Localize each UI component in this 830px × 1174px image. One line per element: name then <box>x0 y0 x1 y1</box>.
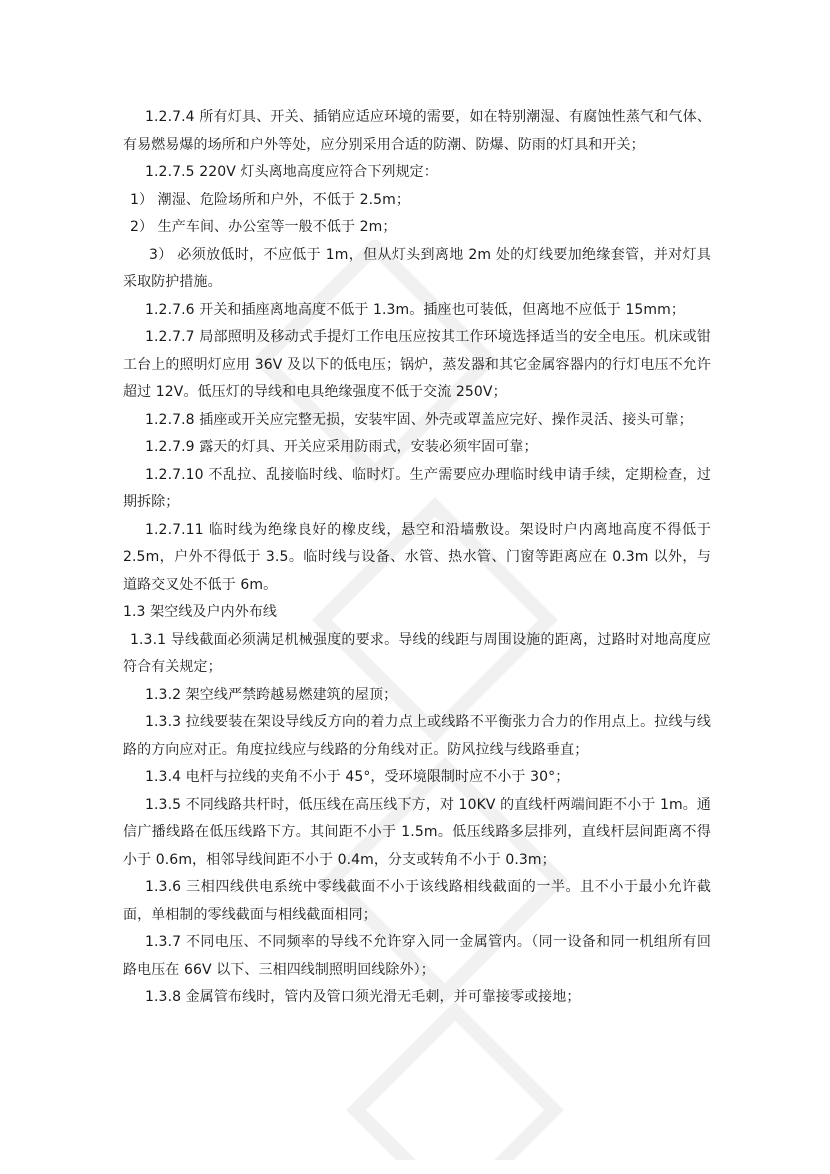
paragraph-1-2-7-9: 1.2.7.9 露天的灯具、开关应采用防雨式，安装必须牢固可靠； <box>145 439 538 455</box>
paragraph-1-3-5: 1.3.5 不同线路共杆时，低压线在高压线下方，对 10KV 的直线杆两端间距不小于 1m。通信广播线路在低压线路下方。其间距不小于 1.5m。低压线路多层排列，直线杆层间距离不得小于 0.6m，相邻导线间距不小于 0.4m，分支或转角不小于 0.3m； <box>123 796 711 868</box>
paragraph-1-3-2: 1.3.2 架空线严禁跨越易燃建筑的屋顶； <box>145 686 398 703</box>
paragraph-1-2-7-11: 1.2.7.11 临时线为绝缘良好的橡皮线，悬空和沿墙敷设。架设时户内离地高度不得低于 2.5m，户外不得低于 3.5。临时线与设备、水管、热水管、门窗等距离应在 0.3m 以外，与道路交叉处不低于 6m。 <box>123 521 711 593</box>
paragraph-1-2-7-5: 1.2.7.5 220V 灯头离地高度应符合下列规定： <box>145 164 438 180</box>
document-body <box>123 104 711 1012</box>
paragraph-1-2-7-8: 1.2.7.8 插座或开关应完整无损，安装牢固、外壳或罩盖应完好、操作灵活、接头可靠； <box>145 411 693 428</box>
paragraph-1-3-7: 1.3.7 不同电压、不同频率的导线不允许穿入同一金属管内。（同一设备和同一机组所有回路电压在 66V 以下、三相四线制照明回线除外）； <box>123 934 711 978</box>
paragraph-1-2-7-10: 1.2.7.10 不乱拉、乱接临时线、临时灯。生产需要应办理临时线申请手续，定期检查，过期拆除； <box>123 466 711 510</box>
paragraph-1-3-3: 1.3.3 拉线要装在架设导线反方向的着力点上或线路不平衡张力合力的作用点上。拉线与线路的方向应对正。角度拉线应与线路的分角线对正。防风拉线与线路垂直； <box>123 714 711 758</box>
list-item-3: 3） 必须放低时，不应低于 1m，但从灯头到离地 2m 处的灯线要加绝缘套管，并对灯具采取防护措施。 <box>123 246 711 290</box>
paragraph-1-2-7-7: 1.2.7.7 局部照明及移动式手提灯工作电压应按其工作环境选择适当的安全电压。机床或钳工台上的照明灯应用 36V 及以下的低电压；锅炉，蒸发器和其它金属容器内的行灯电压不允许超过 12V。低压灯的导线和电具绝缘强度不低于交流 250V； <box>123 329 711 400</box>
section-heading-1-3: 1.3 架空线及户内外布线 <box>123 604 278 620</box>
list-item-2: 2） 生产车间、办公室等一般不低于 2m； <box>130 219 397 235</box>
paragraph-1-3-1: 1.3.1 导线截面必须满足机械强度的要求。导线的线距与周围设施的距离，过路时对地高度应符合有关规定； <box>123 631 711 675</box>
paragraph-1-2-7-4: 1.2.7.4 所有灯具、开关、插销应适应环境的需要，如在特别潮湿、有腐蚀性蒸气和气体、有易燃易爆的场所和户外等处，应分别采用合适的防潮、防爆、防雨的灯具和开关； <box>123 109 711 153</box>
list-item-1: 1） 潮湿、危险场所和户外，不低于 2.5m； <box>130 191 411 208</box>
paragraph-1-3-4: 1.3.4 电杆与拉线的夹角不小于 45°，受环境限制时应不小于 30°； <box>145 769 570 785</box>
paragraph-1-3-8: 1.3.8 金属管布线时，管内及管口须光滑无毛刺，并可靠接零或接地； <box>145 989 581 1005</box>
paragraph-1-3-6: 1.3.6 三相四线供电系统中零线截面不小于该线路相线截面的一半。且不小于最小允许截面，单相制的零线截面与相线截面相同； <box>123 879 711 923</box>
paragraph-1-2-7-6: 1.2.7.6 开关和插座离地高度不低于 1.3m。插座也可装低，但离地不应低于 15mm； <box>145 301 685 318</box>
